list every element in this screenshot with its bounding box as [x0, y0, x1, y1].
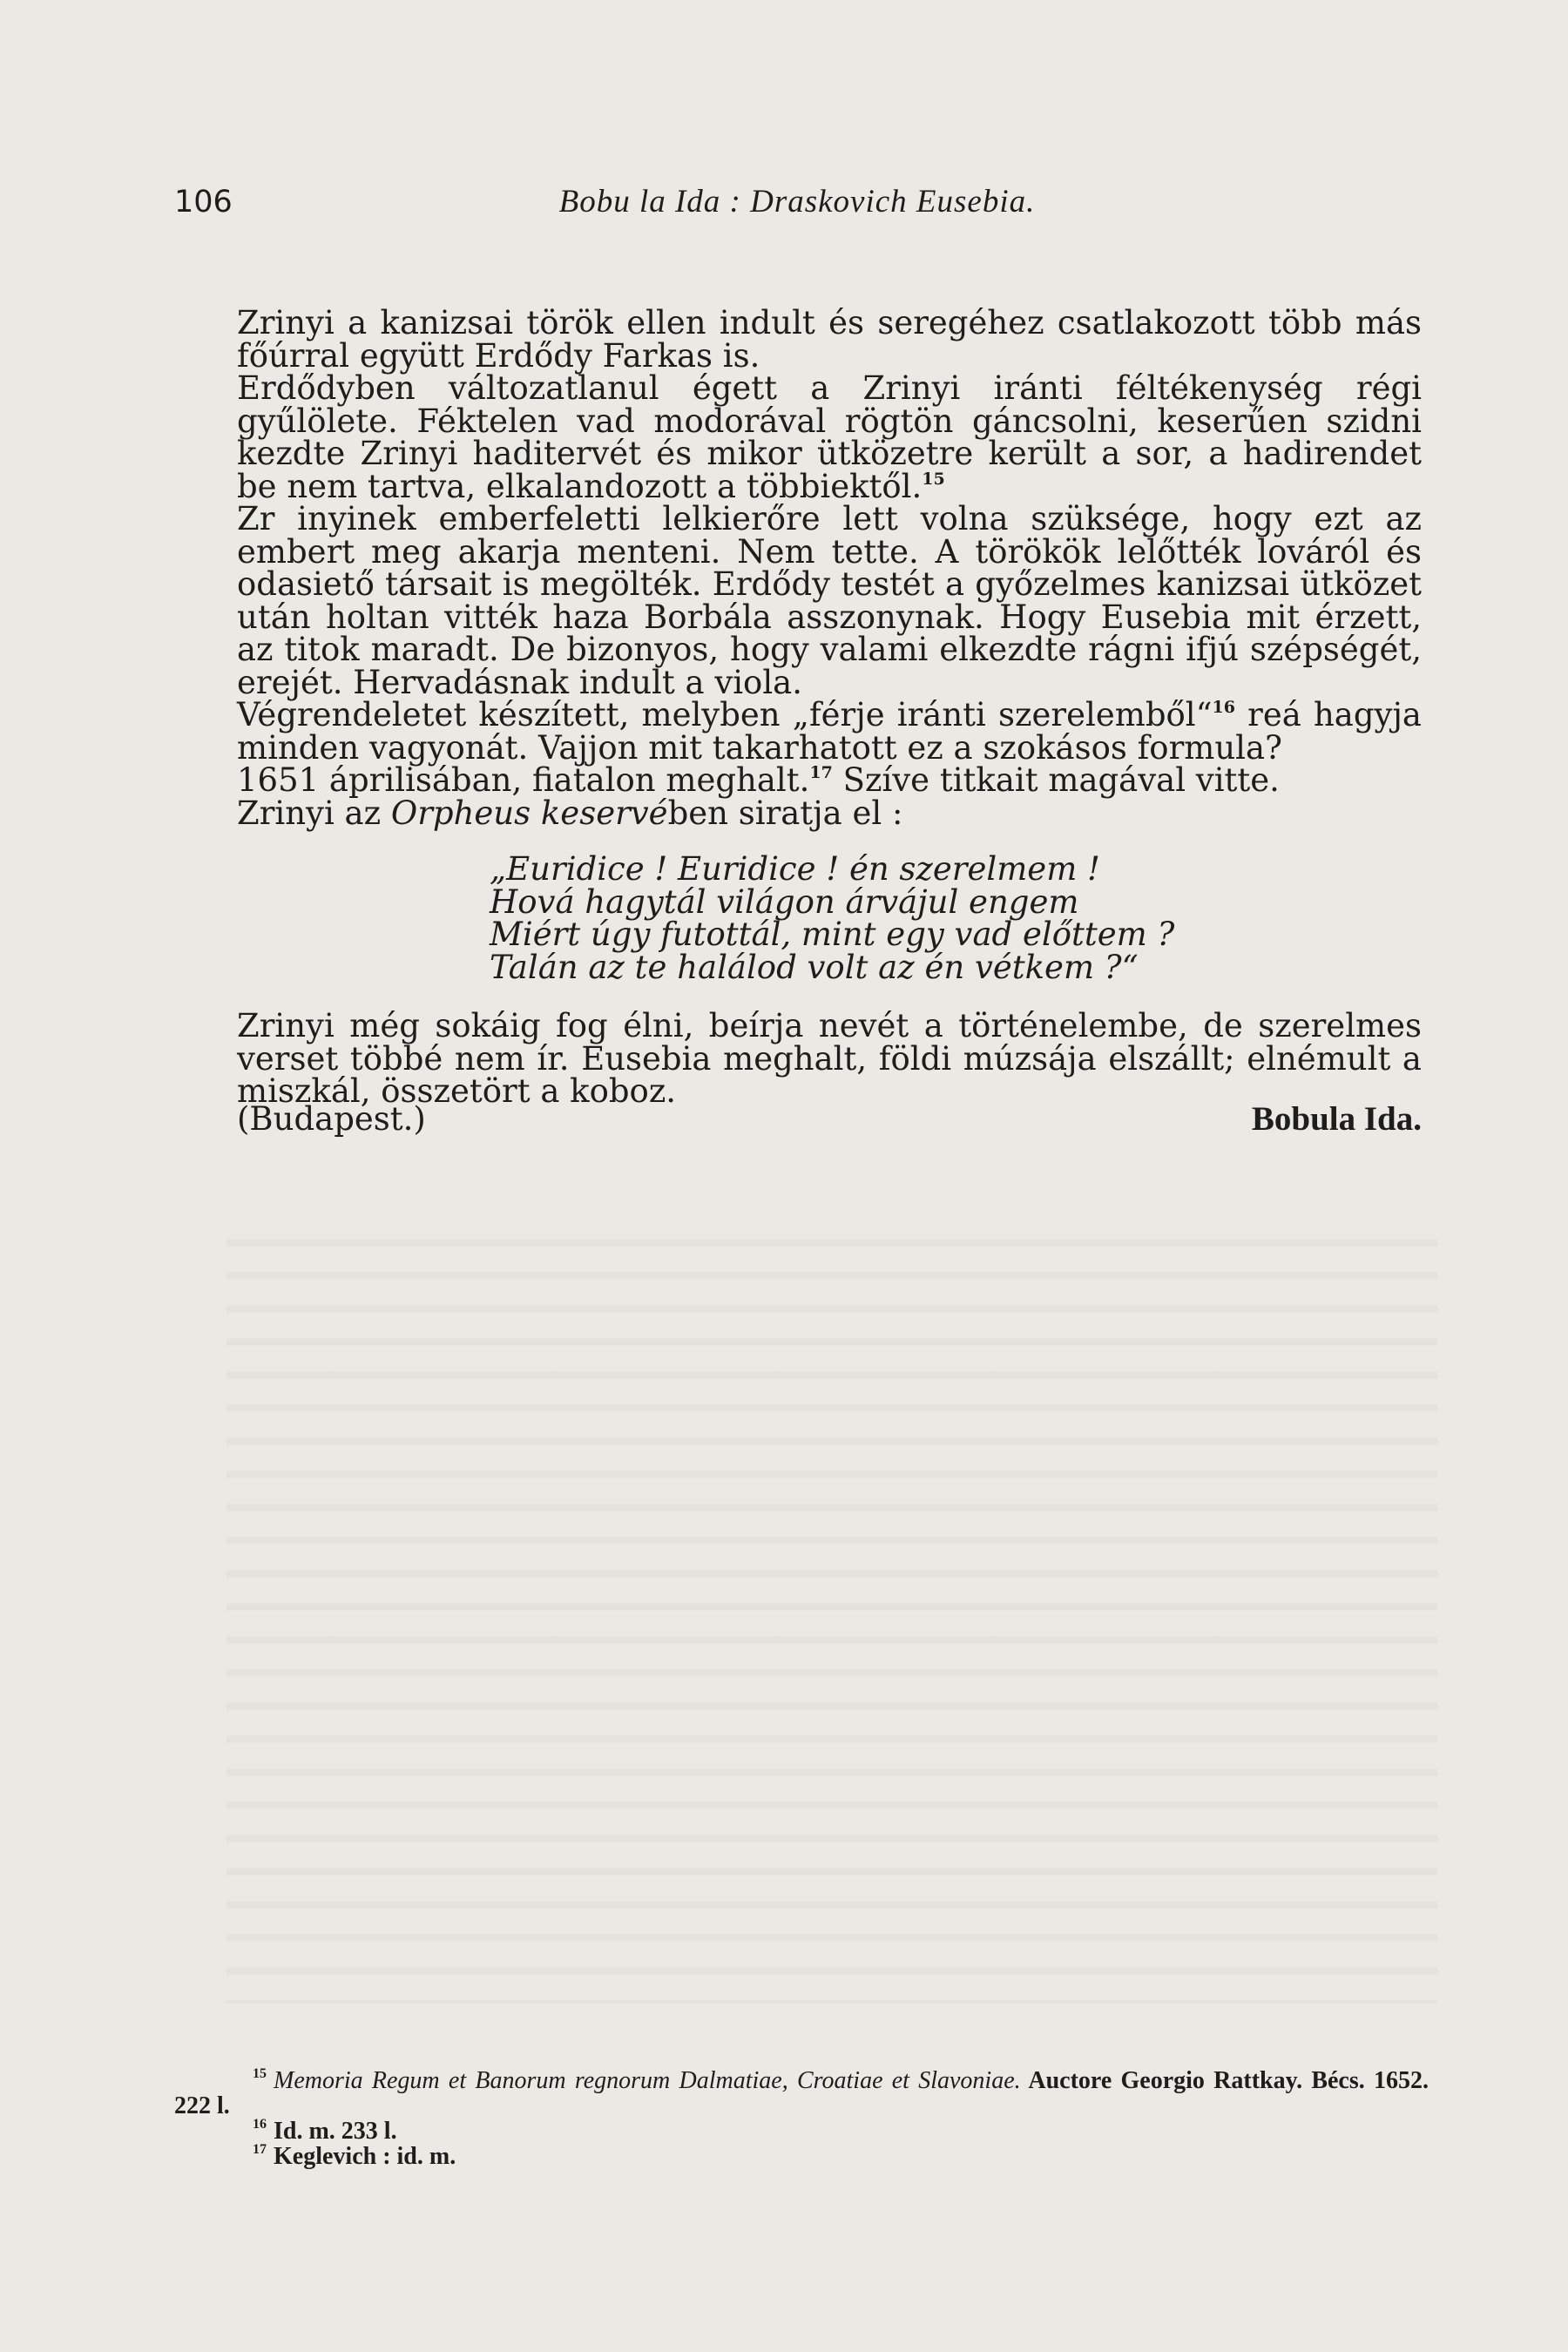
- footnote-reference: 15: [922, 469, 945, 489]
- footnote-mark: 16: [253, 2117, 267, 2132]
- footnote-mark: 17: [253, 2142, 267, 2157]
- footnote: $^{17}$ Keglevich : id. m.: [253, 2142, 456, 2170]
- footnote-reference: 16: [1212, 698, 1235, 717]
- running-title: Bobu la Ida : Draskovich Eusebia.: [558, 184, 1036, 220]
- footnote: $^{15}$ Memoria Regum et Banorum regnorum Dalmatiae, Croatiae et Slavoniae. Auctore Georgio Rattkay. Bécs. 1652. 222 l.: [174, 2066, 1429, 2119]
- paragraph: Zrinyi még sokáig fog élni, beírja nevét a történelembe, de szerelmes verset többé nem ír. Eusebia meghalt, földi múzsája elszállt; elnémult a miszkál, összetört a koboz.: [237, 1007, 1422, 1110]
- italic-title: Orpheus keservé: [390, 794, 668, 832]
- bleed-through-texture: [226, 1220, 1437, 2004]
- paragraph: Zrinyi az Orpheus keservében siratja el :: [237, 794, 903, 832]
- paragraph: Zrinyi a kanizsai török ellen indult és seregéhez csatlakozott több más főúrral együtt Erdődy Farkas is.: [237, 304, 1422, 375]
- paragraph: Zr inyinek emberfeletti lelkierőre lett volna szüksége, hogy ezt az embert meg akarja menteni. Nem tette. A törökök lelőtték lováról és odasiető társait is megölték. Erdődy testét a győzelmes kanizsai ütközet után holtan vitték haza Borbála asszonynak. Hogy Eusebia mit érzett, az titok maradt. De bizonyos, hogy valami elkezdte rágni ifjú szépségét, erejét. Hervadásnak indult a viola.: [237, 500, 1422, 701]
- signature-line: [237, 1102, 1422, 1137]
- main-text: [237, 304, 1422, 1110]
- poem-line: Miért úgy futottál, mint egy vad előttem ?: [490, 916, 1175, 953]
- footnote-mark: 15: [253, 2066, 267, 2081]
- signature-place: (Budapest.): [237, 1100, 426, 1138]
- signature-author: Bobula Ida.: [1251, 1100, 1422, 1138]
- poem-line: „Euridice ! Euridice ! én szerelmem !: [490, 850, 1100, 888]
- footnotes: [174, 2068, 1429, 2169]
- poem-line: Hová hagytál világon árvájul engem: [490, 882, 1079, 921]
- footnote-reference: 17: [809, 763, 833, 782]
- poem-line: Talán az te halálod volt az én vétkem ?“: [490, 948, 1139, 986]
- footnote: $^{16}$ Id. m. 233 l.: [253, 2117, 397, 2145]
- page-number: 106: [174, 185, 233, 220]
- poem-quote: [237, 850, 1422, 986]
- paragraph: 1651 áprilisában, fiatalon meghalt.$^{17}$ Szíve titkait magával vitte.: [237, 761, 1280, 799]
- paragraph: Erdődyben változatlanul égett a Zrinyi iránti féltékenység régi gyűlölete. Féktelen vad modorával rögtön gáncsolni, keserűen szidni kezdte Zrinyi haditervét és mikor ütközetre került a sor, a hadirendet be nem tartva, elkalandozott a többiektől.$^{15}$: [237, 369, 1422, 505]
- paragraph: Végrendeletet készített, melyben „férje iránti szerelemből“$^{16}$ reá hagyja minden vagyonát. Vajjon mit takarhatott ez a szokásos formula?: [237, 696, 1422, 767]
